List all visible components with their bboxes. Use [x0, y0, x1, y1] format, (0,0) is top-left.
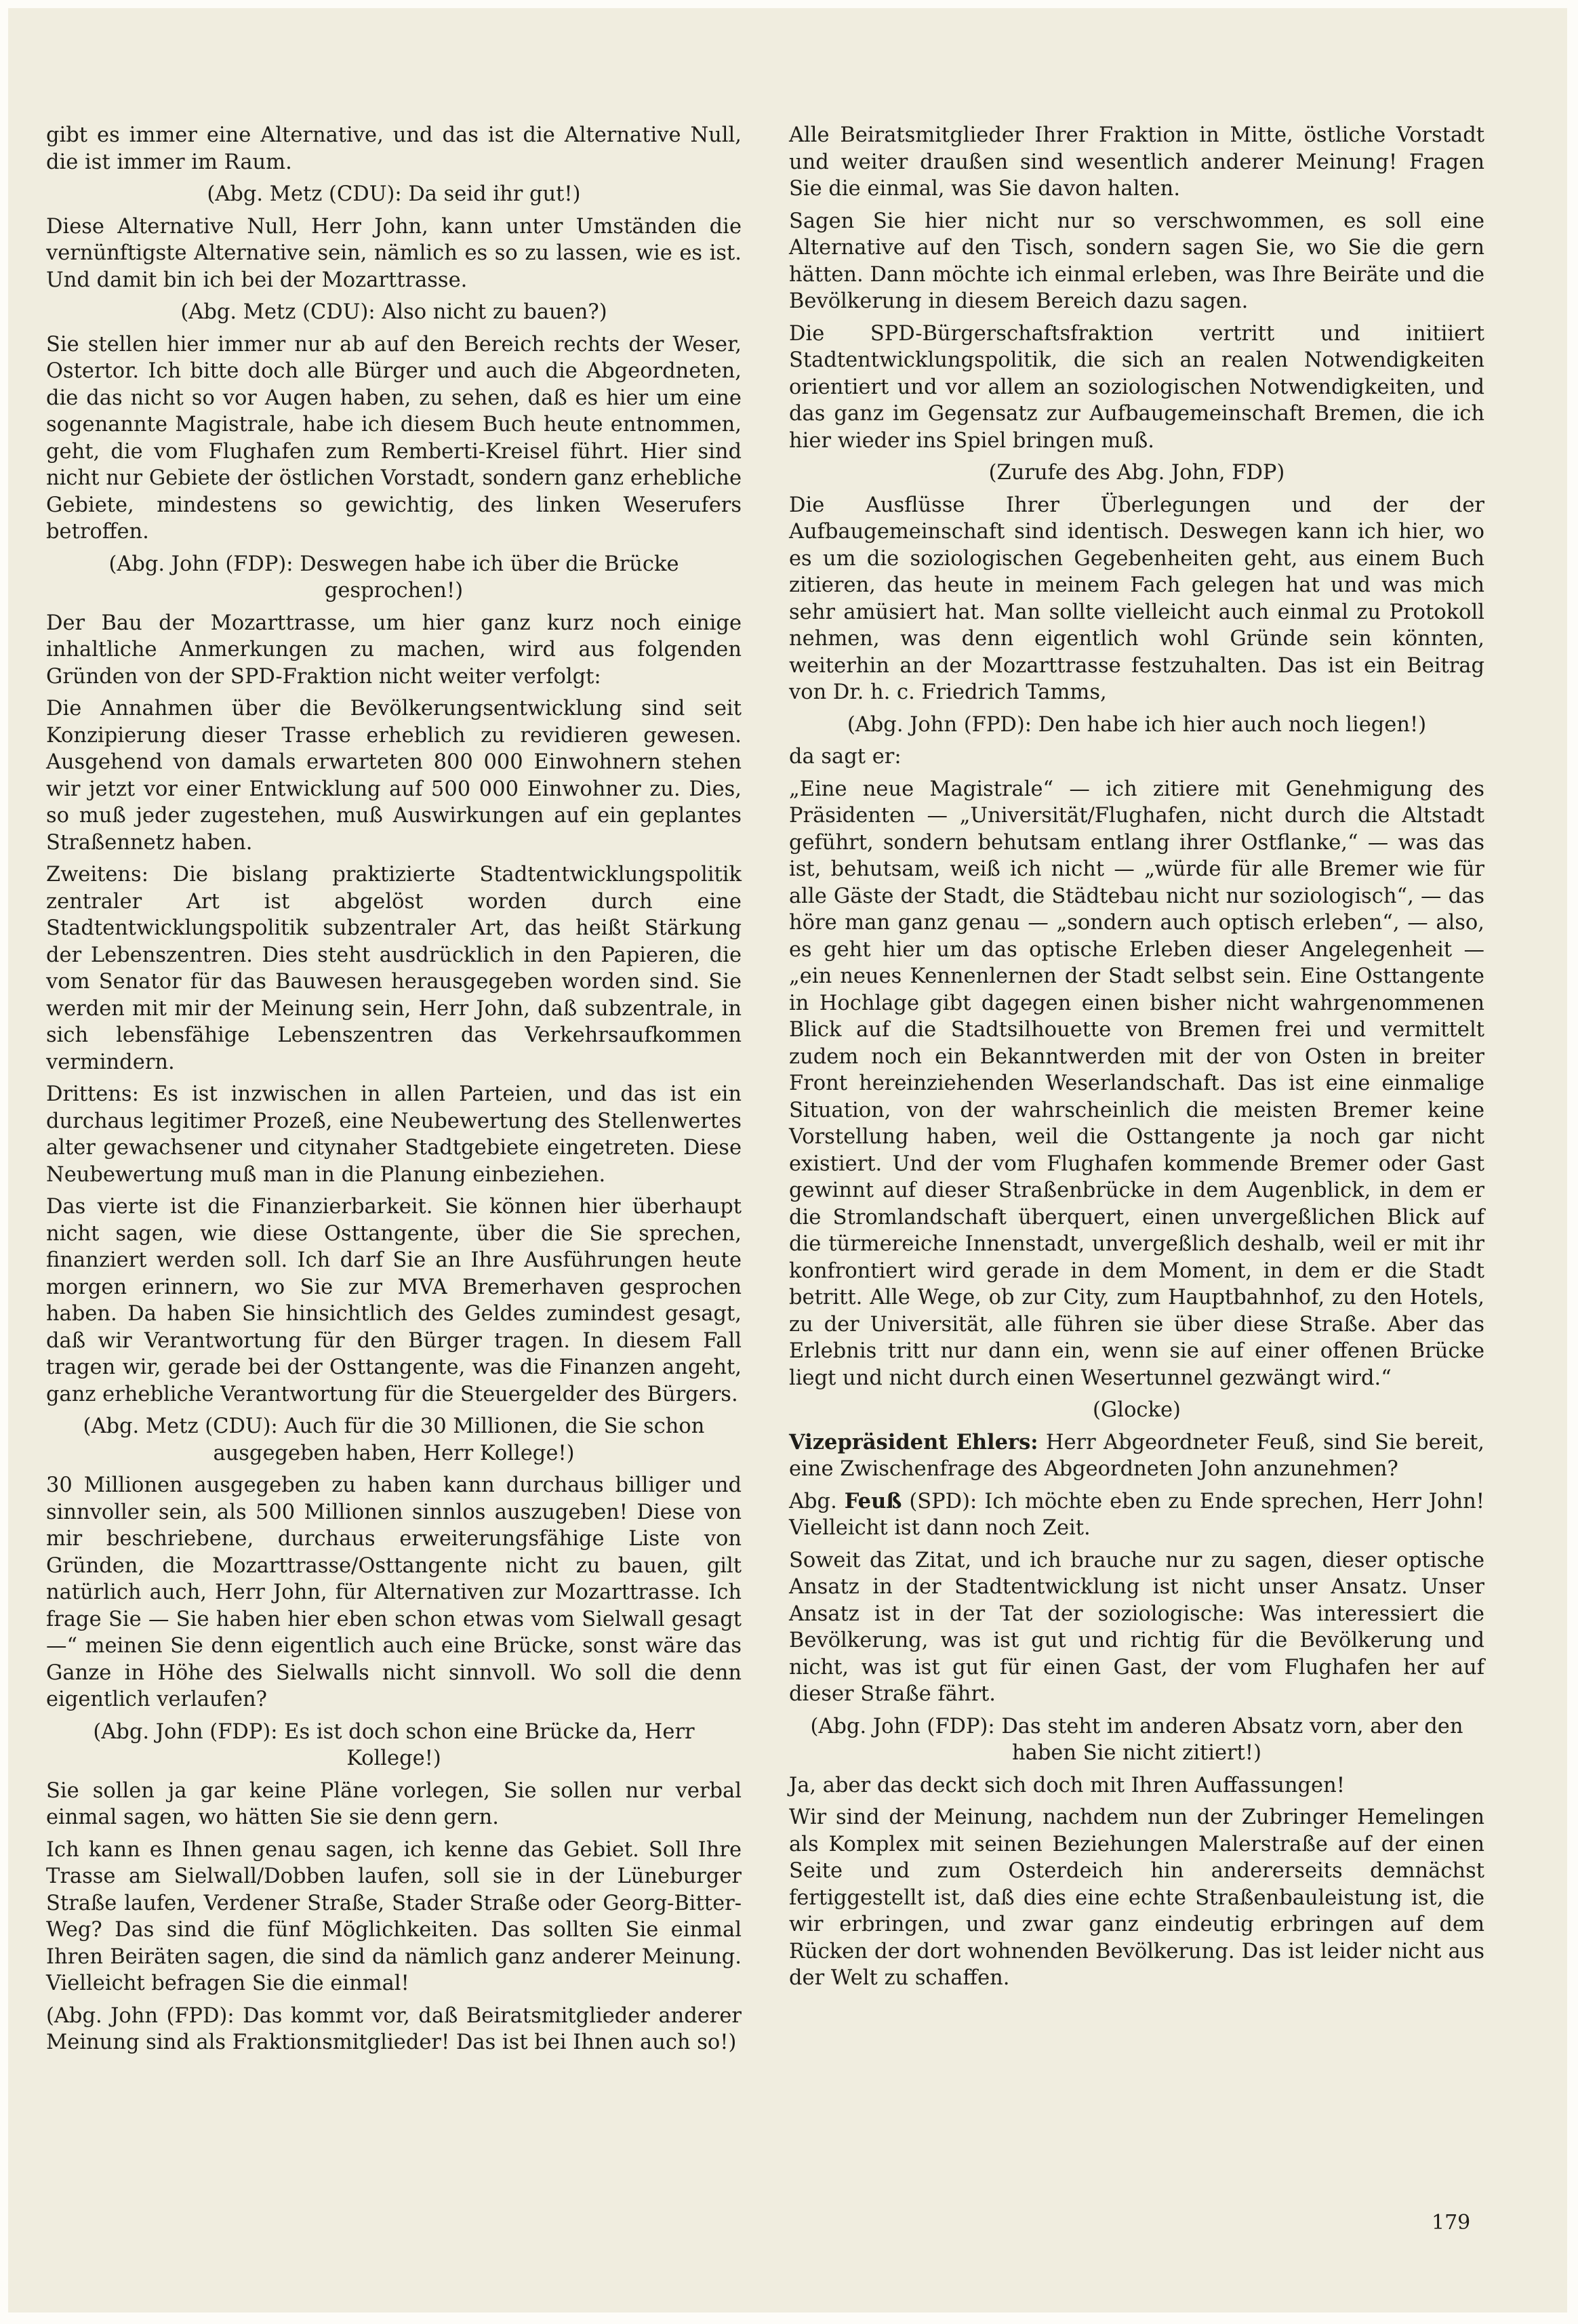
- paragraph: Sie stellen hier immer nur ab auf den Bereich rechts der Weser, Ostertor. Ich bitte doch alle Bürger und auch die Abgeordneten, die das nicht so vor Augen haben, zu sehen, daß es hier um eine sogenannte Magistrale, habe ich diesem Buch heute entnommen, geht, die vom Flughafen zum Remberti-Kreisel führt. Hier sind nicht nur Gebiete der östlichen Vorstadt, sondern ganz erhebliche Gebiete, mindestens so gewichtig, des linken Weserufers betroffen.: [46, 332, 742, 544]
- speaker-name: Feuß: [844, 1488, 902, 1513]
- interjection: (Abg. Metz (CDU): Also nicht zu bauen?): [180, 300, 607, 324]
- paragraph: Sie sollen ja gar keine Pläne vorlegen, Sie sollen nur verbal einmal sagen, wo hätten Sie sie denn gern.: [46, 1778, 742, 1829]
- speaker-prefix: Abg.: [789, 1489, 845, 1513]
- speaker-paragraph: [789, 1429, 1484, 1483]
- interjection: (Abg. Metz (CDU): Auch für die 30 Millionen, die Sie schon ausgegeben haben, Herr Kollege!): [83, 1414, 705, 1465]
- interjection: (Abg. Metz (CDU): Da seid ihr gut!): [207, 182, 581, 206]
- interjection: (Abg. John (FDP): Das steht im anderen Absatz vorn, aber den haben Sie nicht zitiert!): [810, 1714, 1463, 1765]
- paragraph: Soweit das Zitat, und ich brauche nur zu sagen, dieser optische Ansatz in der Stadtentwicklung ist nicht unser Ansatz. Unser Ansatz ist in der Tat der soziologische: Was interessiert die Bevölkerung, was ist gut und richtig für die Bevölkerung und nicht, was ist gut für einen Gast, der vom Flughafen her auf dieser Straße fährt.: [789, 1548, 1484, 1706]
- paragraph: da sagt er:: [789, 745, 902, 769]
- paragraph: Alle Beiratsmitglieder Ihrer Fraktion in Mitte, östliche Vorstadt und weiter draußen sind wesentlich anderer Meinung! Fragen Sie die einmal, was Sie davon halten.: [789, 123, 1484, 201]
- left-column: [46, 122, 742, 2062]
- paragraph: Ja, aber das deckt sich doch mit Ihren Auffassungen!: [789, 1773, 1345, 1797]
- page-number: 179: [1432, 2211, 1471, 2235]
- paragraph: Wir sind der Meinung, nachdem nun der Zubringer Hemelingen als Komplex mit seinen Beziehungen Malerstraße auf der einen Seite und zum Osterdeich hin andererseits demnächst fertiggestellt ist, daß dies eine echte Straßenbauleistung ist, die wir erbringen, und zwar ganz eindeutig erbringen auf dem Rücken der dort wohnenden Bevölkerung. Das ist leider nicht aus der Welt zu schaffen.: [789, 1806, 1484, 1990]
- speaker-text: (SPD): Ich möchte eben zu Ende sprechen, Herr John! Vielleicht ist dann noch Zeit.: [789, 1489, 1485, 1540]
- interjection: (Glocke): [1093, 1398, 1181, 1422]
- speaker-text: Herr Abgeordneter Feuß, sind Sie bereit, eine Zwischenfrage des Abgeordneten John anzunehmen?: [789, 1430, 1484, 1481]
- quotation-paragraph: „Eine neue Magistrale“ — ich zitiere mit Genehmigung des Präsidenten — „Universität/Flughafen, nicht durch die Altstadt geführt, sondern behutsam entlang ihrer Ostflanke,“ — was das ist, behutsam, weiß ich nicht — „würde für alle Bremer wie für alle Gäste der Stadt, die Städtebau nicht nur soziologisch“, — das höre man ganz genau — „sondern auch optisch erleben“, — also, es geht hier um das optische Erleben dieser Angelegenheit — „ein neues Kennenlernen der Stadt selbst sein. Eine Osttangente in Hochlage gibt dagegen einen bisher nicht wahrgenommenen Blick auf die Stadtsilhouette von Bremen frei und vermittelt zudem noch ein Bekanntwerden mit der von Osten in breiter Front hereinziehenden Weserlandschaft. Das ist eine einmalige Situation, von der wahrscheinlich die meisten Bremer keine Vorstellung haben, weil die Osttangente ja noch gar nicht existiert. Und der vom Flughafen kommende Bremer oder Gast gewinnt auf dieser Straßenbrücke in dem Augenblick, in dem er die Stromlandschaft überquert, einen unvergeßlichen Blick auf die türmereiche Innenstadt, unvergeßlich deshalb, weil er mit ihr konfrontiert wird gerade in dem Moment, in dem er die Stadt betritt. Alle Wege, ob zur City, zum Hauptbahnhof, zu den Hotels, zu der Universität, alle führen sie über diese Straße. Aber das Erlebnis tritt nur dann ein, wenn sie auf einer offenen Brücke liegt und nicht durch einen Wesertunnel gezwängt wird.“: [789, 777, 1484, 1390]
- paragraph: Die Annahmen über die Bevölkerungsentwicklung sind seit Konzipierung dieser Trasse erheblich zu revidieren gewesen. Ausgehend von damals erwarteten 800 000 Einwohnern stehen wir jetzt vor einer Entwicklung auf 500 000 Einwohner zu. Dies, so muß jeder zugestehen, muß Auswirkungen auf ein geplantes Straßennetz haben.: [46, 697, 742, 855]
- speaker-name: Vizepräsident Ehlers:: [789, 1429, 1038, 1454]
- paragraph: Zweitens: Die bislang praktizierte Stadtentwicklungspolitik zentraler Art ist abgelöst worden durch eine Stadtentwicklungspolitik subzentraler Art, das heißt Stärkung der Lebenszentren. Dies steht ausdrücklich in den Papieren, die vom Senator für das Bauwesen herausgegeben worden sind. Sie werden mit mir der Meinung sein, Herr John, daß subzentrale, in sich lebensfähige Lebenszentren das Verkehrsaufkommen vermindern.: [46, 863, 742, 1074]
- paragraph: Drittens: Es ist inzwischen in allen Parteien, und das ist ein durchaus legitimer Prozeß, eine Neubewertung des Stellenwertes alter gewachsener und citynaher Stadtgebiete eingetreten. Diese Neubewertung muß man in die Planung einbeziehen.: [46, 1082, 742, 1187]
- paragraph: (Abg. John (FPD): Das kommt vor, daß Beiratsmitglieder anderer Meinung sind als Fraktionsmitglieder! Das ist bei Ihnen auch so!): [46, 2003, 742, 2054]
- paragraph: Das vierte ist die Finanzierbarkeit. Sie können hier überhaupt nicht sagen, wie diese Osttangente, über die Sie sprechen, finanziert werden soll. Ich darf Sie an Ihre Ausführungen heute morgen erinnern, wo Sie zur MVA Bremerhaven gesprochen haben. Da haben Sie hinsichtlich des Geldes zumindest gesagt, daß wir Verantwortung für den Bürger tragen. In diesem Fall tragen wir, gerade bei der Osttangente, was die Finanzen angeht, ganz erhebliche Verantwortung für die Steuergelder des Bürgers.: [46, 1195, 742, 1406]
- speaker-paragraph: [789, 1488, 1484, 1542]
- interjection: (Abg. John (FPD): Den habe ich hier auch noch liegen!): [847, 712, 1427, 737]
- right-column: [789, 122, 1484, 1997]
- paragraph: Ich kann es Ihnen genau sagen, ich kenne das Gebiet. Soll Ihre Trasse am Sielwall/Dobben laufen, soll sie in der Lüneburger Straße laufen, Verdener Straße, Stader Straße oder Georg-Bitter-Weg? Das sind die fünf Möglichkeiten. Das sollten Sie einmal Ihren Beiräten sagen, die sind da nämlich ganz anderer Meinung. Vielleicht befragen Sie die einmal!: [46, 1837, 742, 1995]
- paragraph: Die Ausflüsse Ihrer Überlegungen und der der Aufbaugemeinschaft sind identisch. Deswegen kann ich hier, wo es um die soziologischen Gegebenheiten geht, aus einem Buch zitieren, das heute in meinem Fach gelegen hat und was mich sehr amüsiert hat. Man sollte vielleicht auch einmal zu Protokoll nehmen, was denn eigentlich wohl Gründe sein könnten, weiterhin an der Mozarttrasse festzuhalten. Das ist ein Beitrag von Dr. h. c. Friedrich Tamms,: [789, 493, 1484, 704]
- paragraph: Der Bau der Mozarttrasse, um hier ganz kurz noch einige inhaltliche Anmerkungen zu machen, wird aus folgenden Gründen von der SPD-Fraktion nicht weiter verfolgt:: [46, 611, 742, 689]
- document-page: [8, 8, 1567, 2312]
- interjection: (Abg. John (FDP): Es ist doch schon eine Brücke da, Herr Kollege!): [93, 1719, 695, 1770]
- paragraph: Diese Alternative Null, Herr John, kann unter Umständen die vernünftigste Alternative sein, nämlich es so zu lassen, wie es ist. Und damit bin ich bei der Mozarttrasse.: [46, 214, 742, 292]
- paragraph: gibt es immer eine Alternative, und das ist die Alternative Null, die ist immer im Raum.: [46, 123, 742, 174]
- interjection: (Abg. John (FDP): Deswegen habe ich über die Brücke gesprochen!): [108, 552, 679, 603]
- paragraph: 30 Millionen ausgegeben zu haben kann durchaus billiger und sinnvoller sein, als 500 Millionen sinnlos auszugeben! Diese von mir beschriebene, durchaus erweiterungsfähige Liste von Gründen, die Mozarttrasse/Osttangente nicht zu bauen, gilt natürlich auch, Herr John, für Alternativen zur Mozarttrasse. Ich frage Sie — Sie haben hier eben schon etwas vom Sielwall gesagt —“ meinen Sie denn eigentlich auch eine Brücke, sonst wäre das Ganze in Höhe des Sielwalls nicht sinnvoll. Wo soll die denn eigentlich verlaufen?: [46, 1473, 742, 1711]
- interjection: (Zurufe des Abg. John, FDP): [988, 461, 1285, 485]
- paragraph: Die SPD-Bürgerschaftsfraktion vertritt und initiiert Stadtentwicklungspolitik, die sich an realen Notwendigkeiten orientiert und vor allem an soziologischen Notwendigkeiten, und das ganz im Gegensatz zur Aufbaugemeinschaft Bremen, die ich hier wieder ins Spiel bringen muß.: [789, 321, 1484, 453]
- paragraph: Sagen Sie hier nicht nur so verschwommen, es soll eine Alternative auf den Tisch, sondern sagen Sie, wo Sie die gern hätten. Dann möchte ich einmal erleben, was Ihre Beiräte und die Bevölkerung in diesem Bereich dazu sagen.: [789, 209, 1484, 313]
